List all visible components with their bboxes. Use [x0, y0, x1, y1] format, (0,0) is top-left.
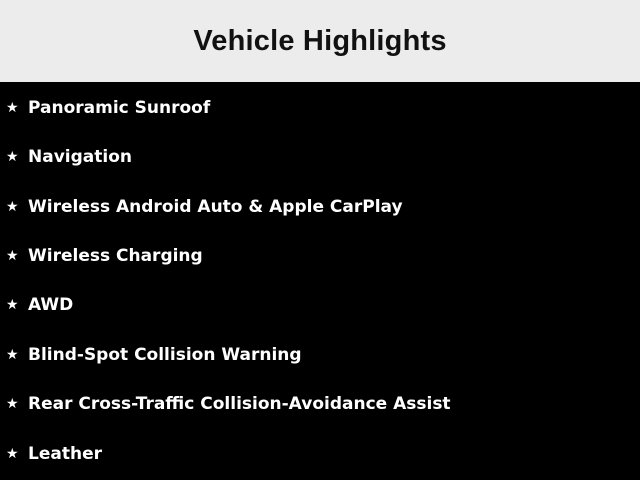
list-item-label: Blind-Spot Collision Warning [28, 345, 302, 365]
list-item-label: Wireless Charging [28, 246, 203, 266]
star-icon: ★ [6, 297, 19, 313]
star-icon: ★ [6, 100, 19, 116]
star-icon: ★ [6, 199, 19, 215]
list-item [0, 340, 302, 370]
list-item [0, 389, 451, 419]
star-icon: ★ [6, 347, 19, 363]
star-icon: ★ [6, 396, 19, 412]
list-item [0, 142, 132, 172]
list-item [0, 192, 403, 222]
star-icon: ★ [6, 446, 19, 462]
list-item-label: Navigation [28, 147, 132, 167]
header-bar [0, 0, 640, 82]
star-icon: ★ [6, 149, 19, 165]
page-title: Vehicle Highlights [193, 24, 447, 57]
list-item-label: Wireless Android Auto & Apple CarPlay [28, 197, 403, 217]
list-item [0, 93, 210, 123]
list-item-label: Leather [28, 444, 102, 464]
list-item [0, 290, 73, 320]
list-item [0, 439, 102, 469]
list-item-label: Panoramic Sunroof [28, 98, 211, 118]
list-item [0, 241, 203, 271]
star-icon: ★ [6, 248, 19, 264]
highlights-list [0, 82, 640, 480]
list-item-label: AWD [28, 295, 74, 315]
list-item-label: Rear Cross-Traffic Collision-Avoidance Assist [28, 394, 451, 414]
